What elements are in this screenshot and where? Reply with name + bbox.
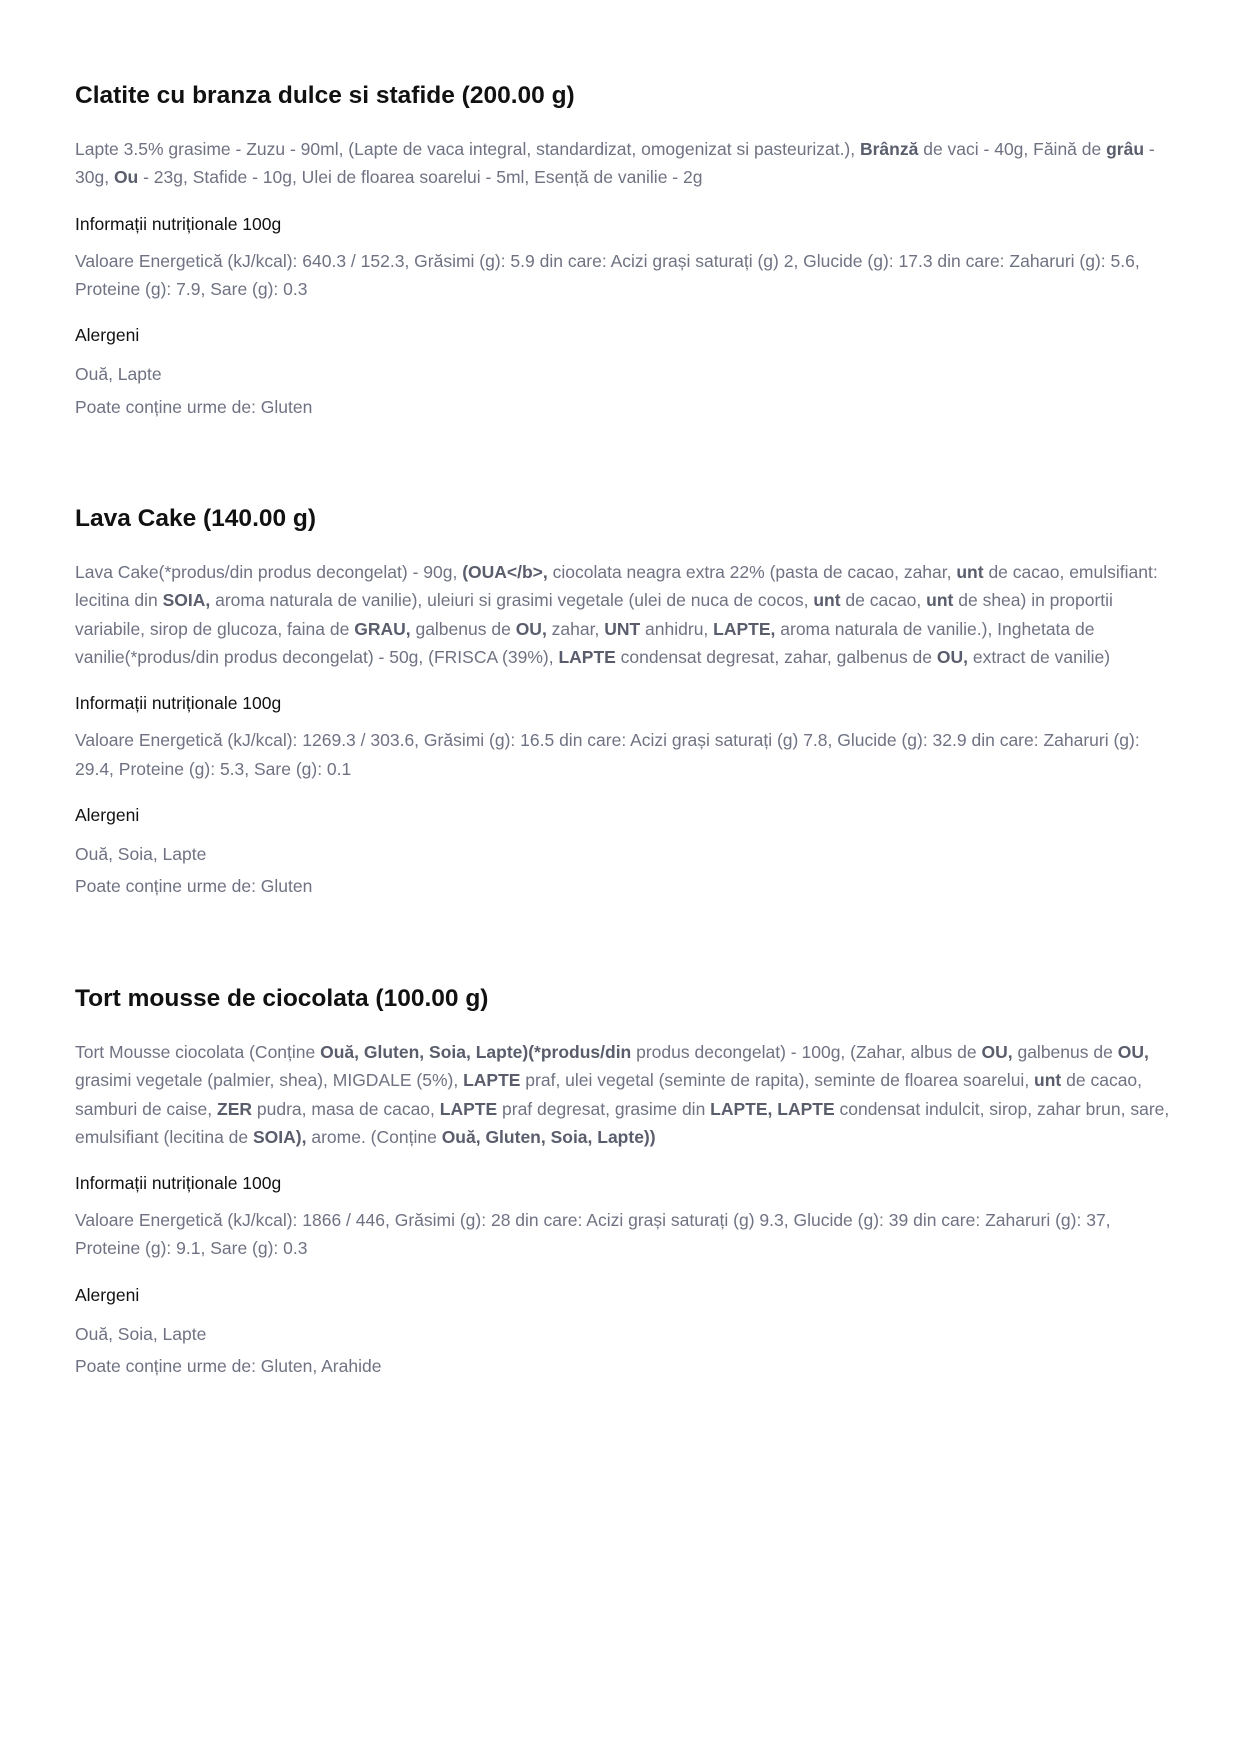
ingredient-highlight: UNT [604,618,641,639]
allergens-heading: Alergeni [75,804,140,825]
ingredient-highlight: Ouă, Gluten, Soia, Lapte)(*produs/din [320,1041,632,1062]
ingredient-highlight: Ouă, Gluten, Soia, Lapte)) [441,1126,656,1147]
ingredient-text: - 30g, [75,139,1155,188]
ingredient-highlight: unt [926,590,954,611]
ingredient-highlight: LAPTE [439,1098,498,1119]
nutrition-values: Valoare Energetică (kJ/kcal): 640.3 / 152.3, Grăsimi (g): 5.9 din care: Acizi grași saturați (g) 2, Glucide (g): 17.3 din care: Zaharuri (g): 5.6, Proteine (g): 7.9, Sare (g): 0.3 [75,250,1140,299]
ingredient-highlight: SOIA, [162,590,211,611]
ingredient-highlight: unt [1034,1070,1062,1091]
ingredient-highlight: GRAU, [354,618,411,639]
ingredient-highlight: OU, [981,1041,1013,1062]
ingredient-text: condensat indulcit, sirop, zahar brun, sare, emulsifiant (lecitina de [75,1098,1170,1147]
ingredient-text: de cacao, emulsifiant: lecitina din [75,562,1158,611]
ingredient-text: anhidru, [640,618,714,639]
ingredient-highlight: LAPTE [558,647,616,668]
ingredient-text: Tort Mousse ciocolata (Conține [75,1041,321,1062]
ingredient-text: produs decongelat) - 100g, (Zahar, albus de [631,1041,982,1062]
ingredient-text: de shea) in proportii variabile, sirop de glucoza, faina de [75,590,1113,639]
ingredient-highlight: grâu [1106,139,1145,159]
product-title: Clatite cu branza dulce si stafide (200.00 g) [75,82,575,109]
ingredients-list [75,135,1170,192]
product-card [75,981,1170,1383]
ingredient-text: aroma naturala de vanilie.), Inghetata de vanilie(*produs/din produs decongelat) - 50g, (FRISCA (39%), [75,618,1095,668]
ingredient-text: ciocolata neagra extra 22% (pasta de cacao, zahar, [547,562,957,583]
allergens-list: Ouă, Soia, Lapte [75,1323,207,1344]
ingredient-highlight: unt [813,590,841,611]
ingredient-text: galbenus de [410,618,516,639]
ingredient-highlight: ZER [217,1098,253,1119]
ingredient-highlight: OU, [1117,1041,1149,1062]
ingredient-highlight: SOIA), [253,1126,307,1147]
ingredient-text: de vaci - 40g, Făină de [918,139,1107,159]
ingredient-text: zahar, [546,618,605,639]
ingredient-highlight: (OUA</b>, [462,562,548,583]
ingredient-text: aroma naturala de vanilie), uleiuri si grasimi vegetale (ulei de nuca de cocos, [210,590,814,611]
menu-document [75,78,1170,1383]
ingredient-text: condensat degresat, zahar, galbenus de [615,647,937,668]
ingredient-text: Lapte 3.5% grasime - Zuzu - 90ml, (Lapte de vaca integral, standardizat, omogenizat si pasteurizat.), [75,139,860,159]
nutrition-values: Valoare Energetică (kJ/kcal): 1866 / 446, Grăsimi (g): 28 din care: Acizi grași saturați (g) 9.3, Glucide (g): 39 din care: Zaharuri (g): 37, Proteine (g): 9.1, Sare (g): 0.3 [75,1210,1111,1259]
may-contain-traces: Poate conține urme de: Gluten [75,396,313,417]
ingredient-text: praf degresat, grasime din [497,1098,711,1119]
ingredient-highlight: LAPTE, LAPTE [710,1098,835,1119]
ingredient-text: arome. (Conține [306,1126,442,1147]
may-contain-traces: Poate conține urme de: Gluten, Arahide [75,1356,382,1377]
ingredient-text: de cacao, samburi de caise, [75,1070,1143,1119]
ingredient-highlight: Brânză [859,139,919,159]
ingredient-text: extract de vanilie) [968,647,1111,668]
ingredient-text: de cacao, [840,590,927,611]
ingredient-text: galbenus de [1012,1041,1118,1062]
nutrition-heading: Informații nutriționale 100g [75,213,282,234]
product-card [75,78,1170,423]
ingredient-text: pudra, masa de cacao, [252,1098,440,1119]
ingredient-text: Lava Cake(*produs/din produs decongelat) - 90g, [75,562,463,583]
product-title: Tort mousse de ciocolata (100.00 g) [75,984,489,1012]
allergens-heading: Alergeni [75,1284,140,1305]
ingredient-highlight: unt [956,562,984,583]
ingredient-text: grasimi vegetale (palmier, shea), MIGDALE (5%), [75,1070,464,1091]
ingredients-list [75,558,1170,671]
product-title: Lava Cake (140.00 g) [75,505,317,533]
allergens-heading: Alergeni [75,325,140,346]
allergens-list: Ouă, Soia, Lapte [75,843,207,864]
ingredient-highlight: OU, [936,647,969,668]
ingredient-highlight: OU, [515,618,547,639]
nutrition-heading: Informații nutriționale 100g [75,1173,282,1194]
product-card [75,501,1170,903]
ingredients-list [75,1038,1170,1151]
allergens-list: Ouă, Lapte [75,364,162,385]
ingredient-text: - 23g, Stafide - 10g, Ulei de floarea soarelui - 5ml, Esență de vanilie - 2g [138,167,703,188]
may-contain-traces: Poate conține urme de: Gluten [75,876,313,897]
ingredient-highlight: LAPTE [463,1070,521,1091]
ingredient-highlight: LAPTE, [713,618,776,639]
ingredient-highlight: Ou [113,167,139,188]
nutrition-values: Valoare Energetică (kJ/kcal): 1269.3 / 303.6, Grăsimi (g): 16.5 din care: Acizi grași saturați (g) 7.8, Glucide (g): 32.9 din care: Zaharuri (g): 29.4, Proteine (g): 5.3, Sare (g): 0.1 [75,730,1140,779]
nutrition-heading: Informații nutriționale 100g [75,693,282,714]
ingredient-text: praf, ulei vegetal (seminte de rapita), seminte de floarea soarelui, [520,1070,1035,1091]
